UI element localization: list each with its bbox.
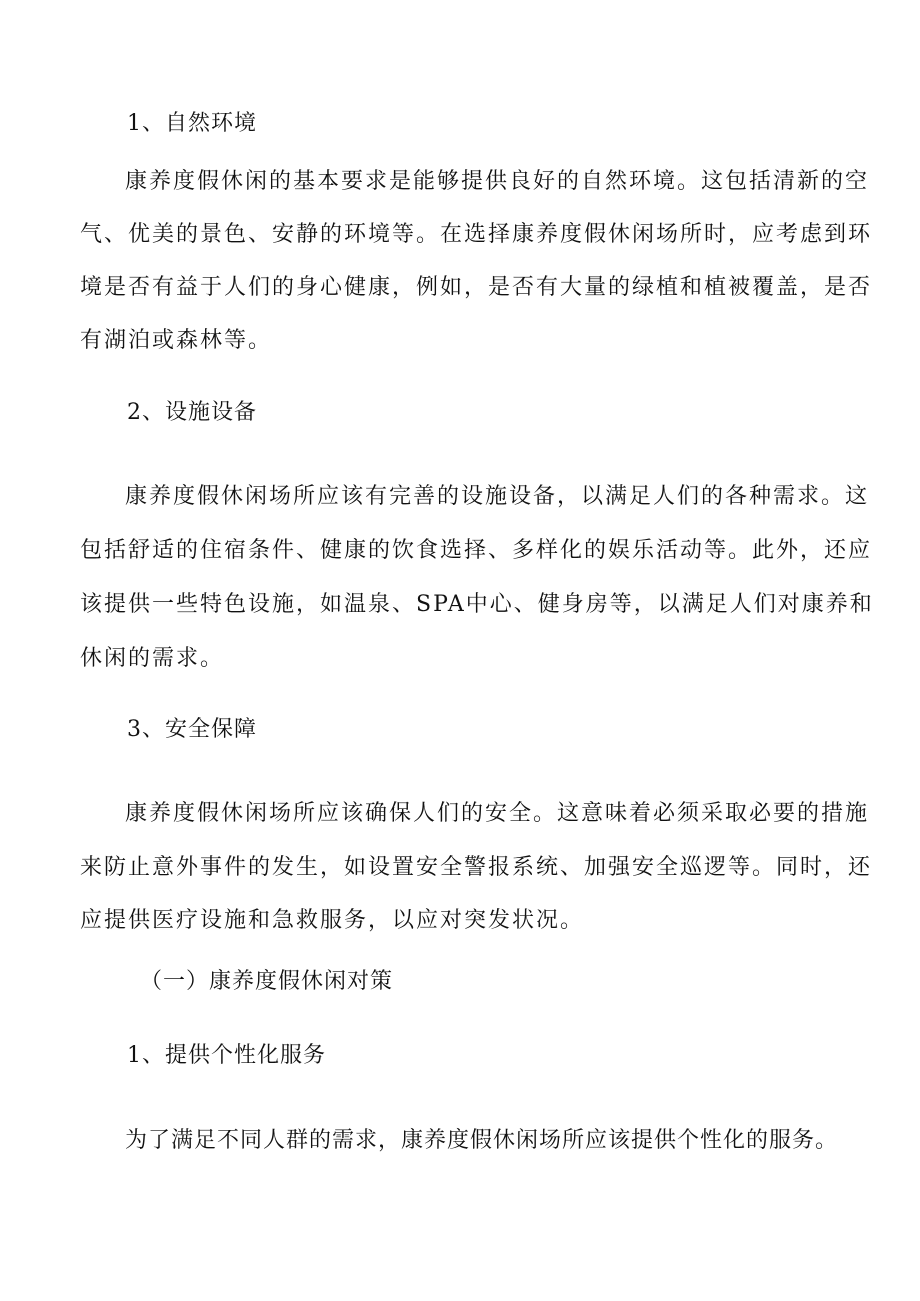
paragraph-line: 休闲的需求。: [80, 646, 225, 671]
paragraph-line: 为了满足不同人群的需求，康养度假休闲场所应该提供个性化的服务。: [125, 1128, 839, 1153]
paragraph-line: 康养度假休闲的基本要求是能够提供良好的自然环境。这包括清新的空: [125, 169, 870, 194]
paragraph-line: 康养度假休闲场所应该确保人们的安全。这意味着必须采取必要的措施: [125, 801, 870, 826]
section-heading-2: 2、设施设备: [127, 400, 257, 425]
paragraph-line: 该提供一些特色设施，如温泉、SPA中心、健身房等，以满足人们对康养和: [80, 592, 874, 617]
paragraph-line: 来防止意外事件的发生，如设置安全警报系统、加强安全巡逻等。同时，还: [80, 855, 873, 880]
subsection-title: （一）康养度假休闲对策: [140, 969, 394, 994]
paragraph-line: 包括舒适的住宿条件、健康的饮食选择、多样化的娱乐活动等。此外，还应: [80, 538, 873, 563]
subsection-heading: 1、提供个性化服务: [127, 1043, 326, 1068]
paragraph-line: 应提供医疗设施和急救服务，以应对突发状况。: [80, 908, 585, 933]
section-heading-3: 3、安全保障: [127, 717, 257, 742]
section-heading-1: 1、自然环境: [127, 111, 257, 136]
paragraph-line: 有湖泊或森林等。: [80, 328, 273, 353]
paragraph-line: 康养度假休闲场所应该有完善的设施设备，以满足人们的各种需求。这: [125, 484, 870, 509]
paragraph-line: 境是否有益于人们的身心健康，例如，是否有大量的绿植和植被覆盖，是否: [80, 275, 873, 300]
paragraph-line: 气、优美的景色、安静的环境等。在选择康养度假休闲场所时，应考虑到环: [80, 222, 873, 247]
